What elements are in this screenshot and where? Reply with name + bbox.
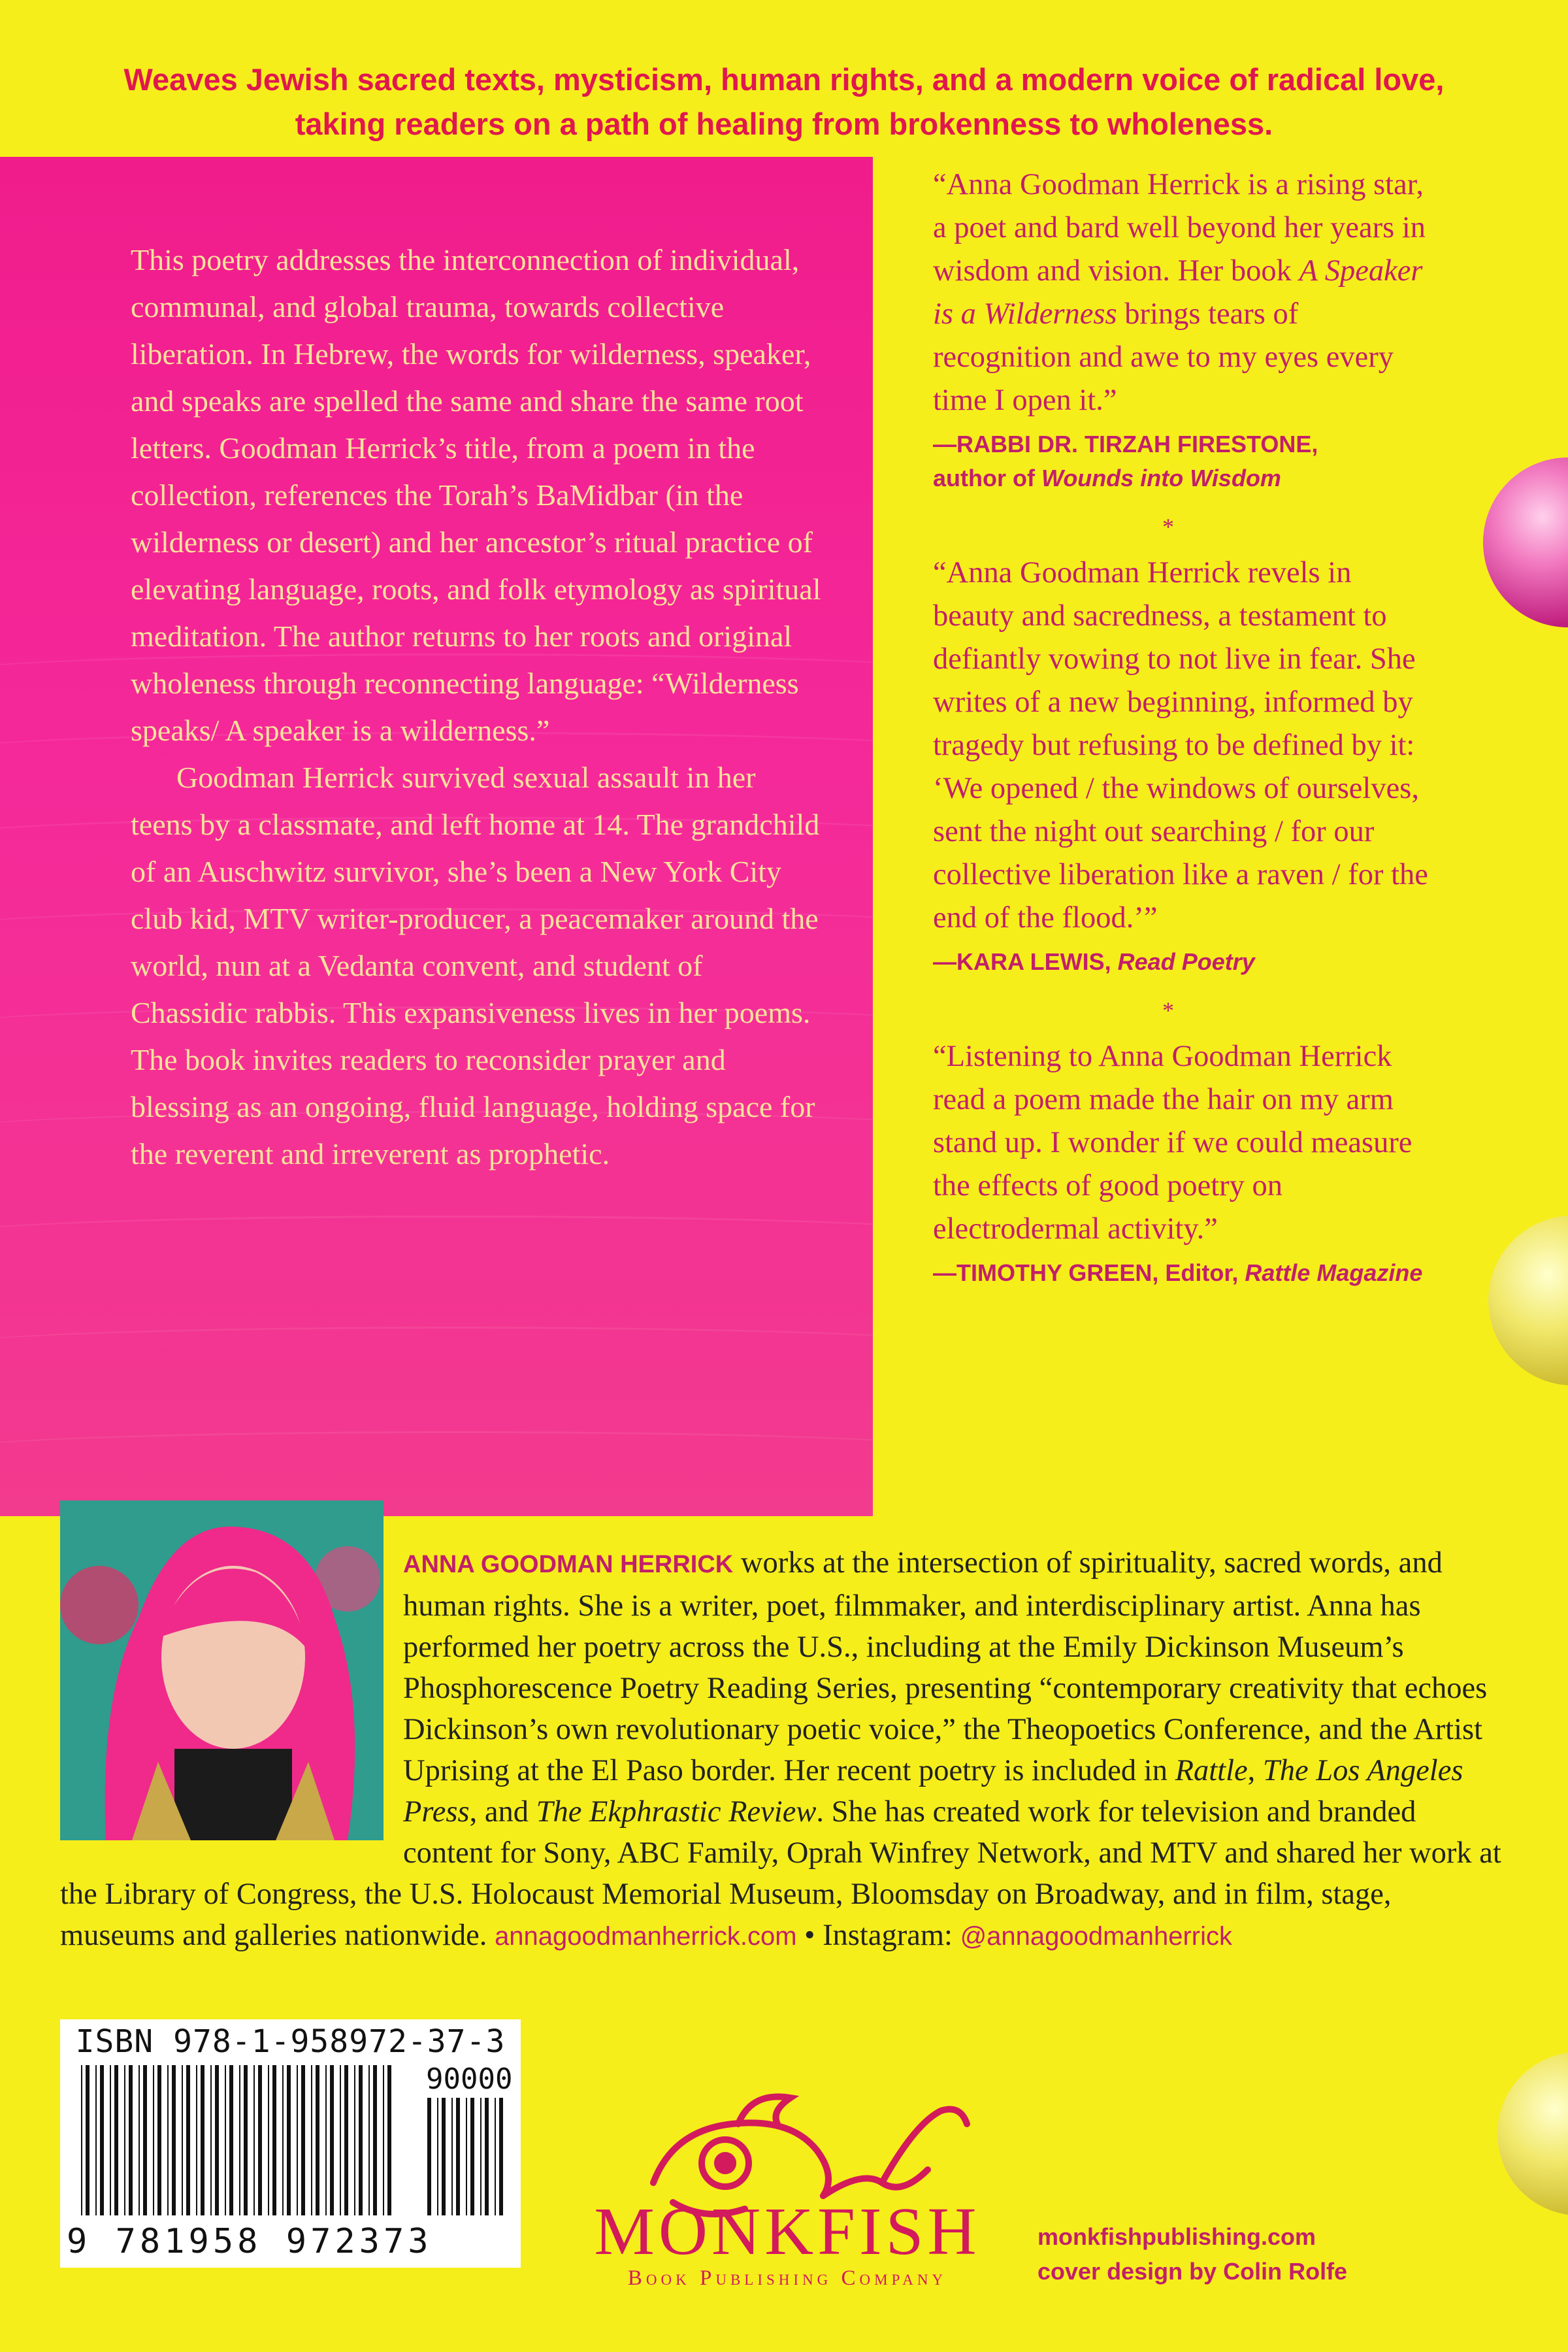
- isbn-barcode: [60, 2019, 521, 2268]
- endorsement-quote: “Anna Goodman Herrick revels in beauty and sacredness, a testament to defiantly vowing to not live in fear. She writes of a new beginning, informed by tragedy but refusing to be defined by it: ‘We opened / the windows of ourselves, sent the night out searching / for our collective liberation like a raven / for the end of the flood.’”: [933, 556, 1428, 935]
- isbn-text: ISBN 978-1-958972-37-3: [75, 2023, 506, 2060]
- author-bio: ANNA GOODMAN HERRICK works at the intersection of spirituality, sacred words, and human rights. She is a writer, poet, filmmaker, and interdisciplinary artist. Anna has performed her poetry across the U.S., including at the Emily Dickinson Museum’s Phosphorescence Poetry Reading Series, presenting “contemporary creativity that echoes Dickinson’s own revolutionary poetic voice,” the Theopoetics Conference, and the Artist Uprising at the El Paso border. Her recent poetry is included in Rattle, The Los Angeles Press, and The Ekphrastic Review. She has created work for television and branded content for Sony, ABC Family, Oprah Winfrey Network, and MTV and shared her work at the Library of Congress, the U.S. Holocaust Memorial Museum, Bloomsday on Broadway, and in film, stage, museums and galleries nationwide. annagoodmanherrick.com • Instagram: @annagoodmanherrick: [60, 1546, 1501, 1952]
- separator-star: *: [1162, 997, 1174, 1023]
- barcode-bars: [80, 2065, 393, 2215]
- description-paragraph: This poetry addresses the interconnection of individual, communal, and global trauma, towards collective liberation. In Hebrew, the words for wilderness, speaker, and speaks are spelled the same and share the same root letters. Goodman Herrick’s title, from a poem in the collection, references the Torah’s BaMidbar (in the wilderness or desert) and her ancestor’s ritual practice of elevating language, roots, and folk etymology as spiritual meditation. The author returns to her roots and original wholeness through reconnecting language: “Wilderness speaks/ A speaker is a wilderness.”: [131, 243, 821, 747]
- publisher-subtitle: Book Publishing Company: [627, 2266, 947, 2290]
- barcode-addon-code: 90000: [426, 2062, 513, 2096]
- endorsement-quote: “Listening to Anna Goodman Herrick read a poem made the hair on my arm stand up. I wonder if we could measure the effects of good poetry on electrodermal activity.”: [933, 1040, 1413, 1246]
- disco-ball-icon: [1497, 2052, 1568, 2215]
- instagram-link[interactable]: @annagoodmanherrick: [960, 1922, 1232, 1951]
- endorsement-attribution: —KARA LEWIS, Read Poetry: [933, 948, 1255, 975]
- publisher-name: MONKFISH: [594, 2194, 981, 2269]
- endorsements: [933, 163, 1429, 1290]
- separator-star: *: [1162, 514, 1174, 540]
- disco-ball-icon: [1483, 457, 1568, 627]
- endorsement-quote: “Anna Goodman Herrick is a rising star, a poet and bard well beyond her years in wisdom and vision. Her book A Speaker is a Wilderness brings tears of recognition and awe to my eyes every time I open it.”: [933, 168, 1426, 417]
- author-name: ANNA GOODMAN HERRICK: [403, 1551, 734, 1578]
- book-description: [131, 237, 823, 1178]
- cover-design-credit: cover design by Colin Rolfe: [1037, 2258, 1348, 2285]
- tagline: Weaves Jewish sacred texts, mysticism, human rights, and a modern voice of radical love, taking readers on a path of healing from brokenness to wholeness.: [123, 62, 1445, 141]
- description-paragraph: Goodman Herrick survived sexual assault in her teens by a classmate, and left home at 14. The grandchild of an Auschwitz survivor, she’s been a New York City club kid, MTV writer-producer, a peacemaker around the world, nun at a Vedanta convent, and student of Chassidic rabbis. This expansiveness lives in her poems. The book invites readers to reconsider prayer and blessing as an ongoing, fluid language, holding space for the reverent and irreverent as prophetic.: [131, 761, 820, 1170]
- disco-ball-icon: [1488, 1216, 1568, 1385]
- barcode-digits: 9 781958 972373: [67, 2222, 433, 2261]
- endorsement-attribution: —RABBI DR. TIRZAH FIRESTONE, author of Wounds into Wisdom: [933, 431, 1318, 491]
- publisher-website[interactable]: monkfishpublishing.com: [1037, 2223, 1316, 2250]
- author-website-link[interactable]: annagoodmanherrick.com: [495, 1922, 797, 1951]
- barcode-addon-bars: [426, 2098, 511, 2215]
- endorsement-attribution: —TIMOTHY GREEN, Editor, Rattle Magazine: [933, 1259, 1423, 1286]
